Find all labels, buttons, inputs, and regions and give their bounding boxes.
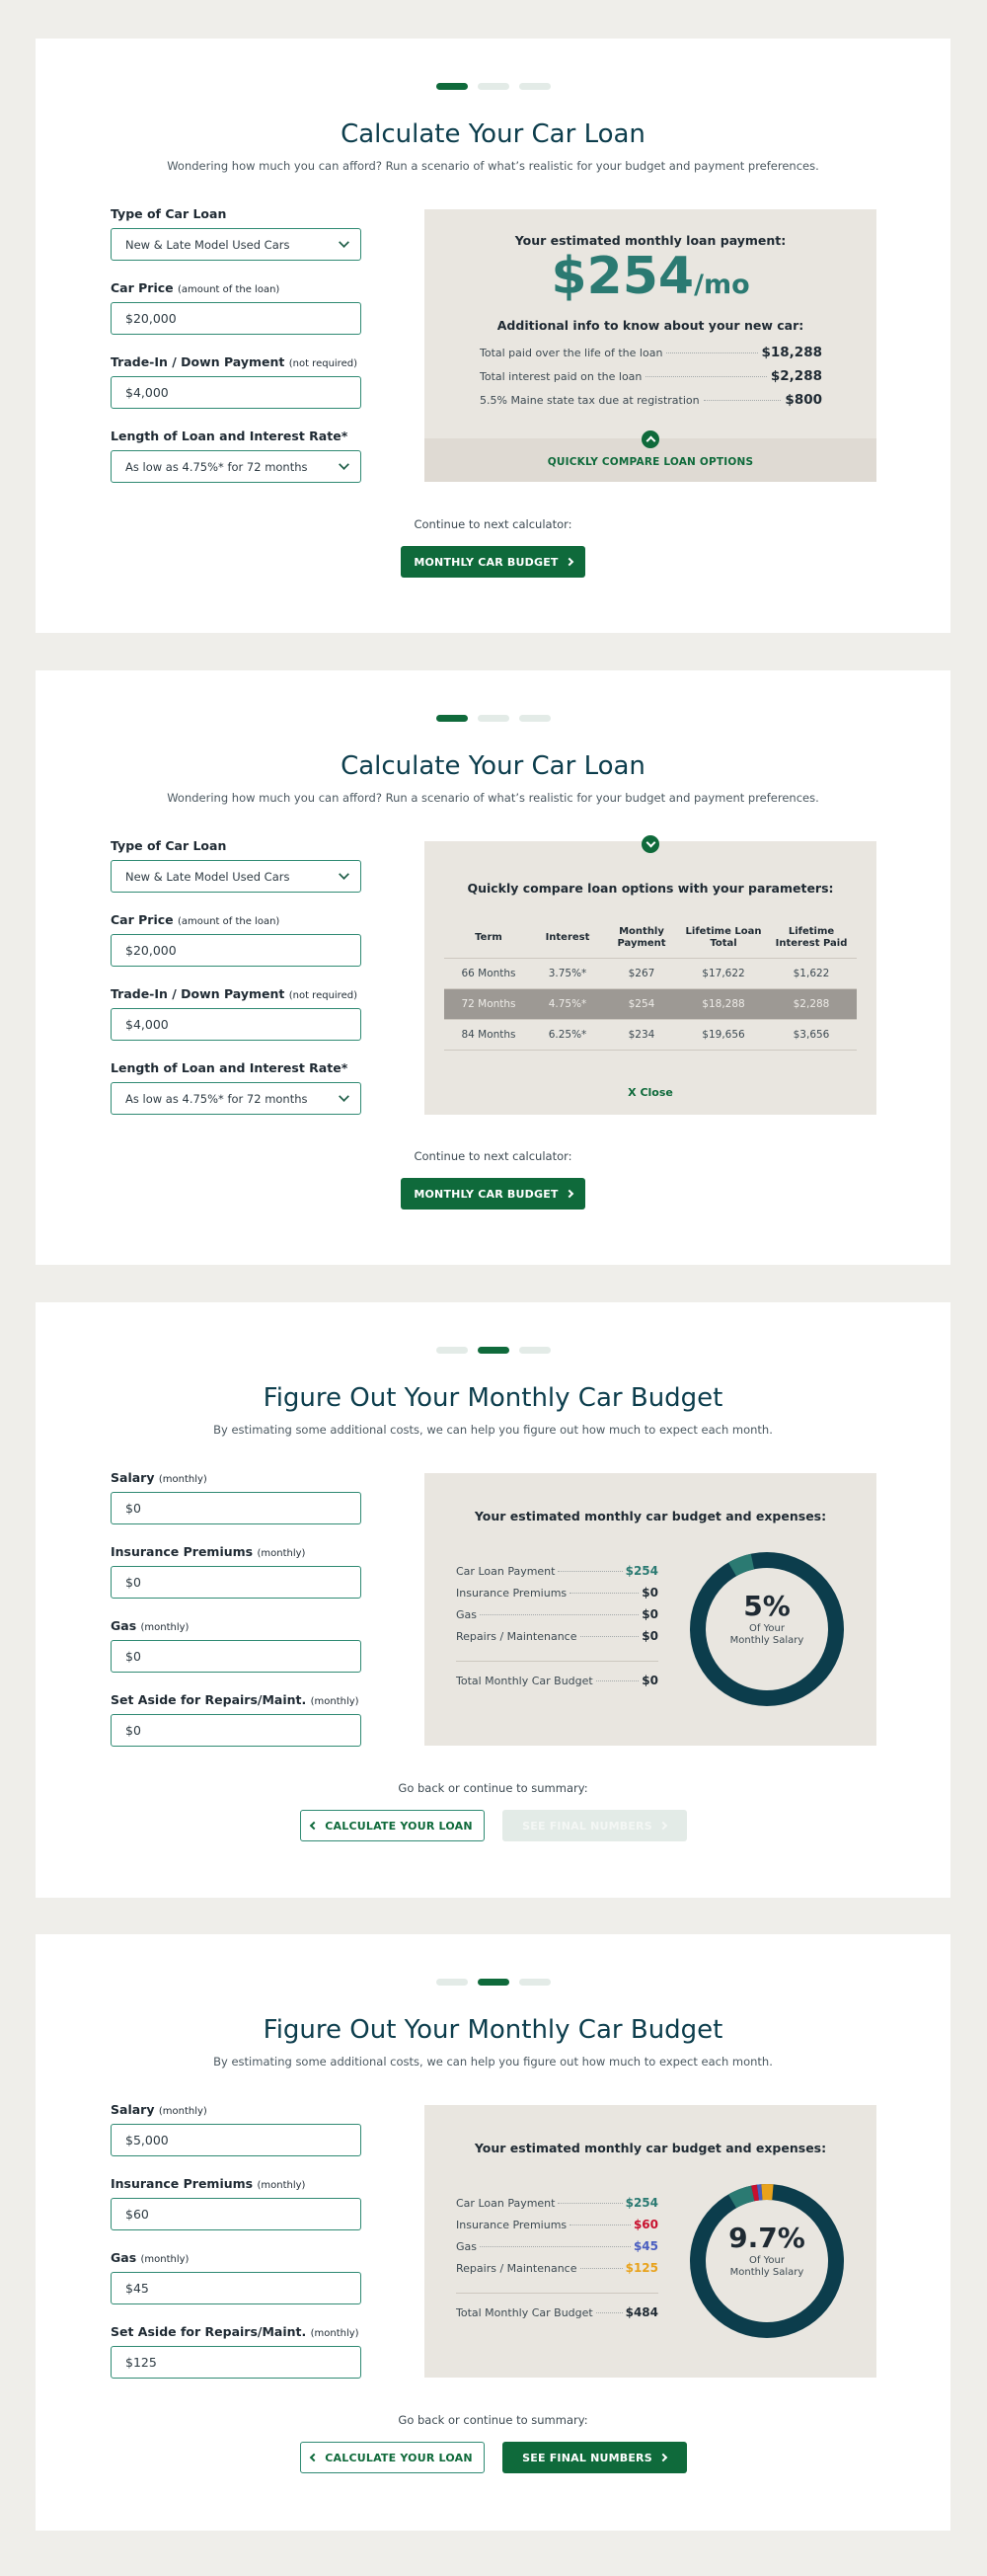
salary-label: Salary (monthly) xyxy=(111,1470,207,1485)
salary-percent: 9.7% xyxy=(728,2222,805,2254)
repairs-input[interactable]: $125 xyxy=(111,2346,361,2379)
trade-in-label: Trade-In / Down Payment (not required) xyxy=(111,354,357,369)
budget-list xyxy=(456,2196,658,2327)
nav-text: Go back or continue to summary: xyxy=(398,2413,588,2427)
compare-loan-options-link[interactable]: QUICKLY COMPARE LOAN OPTIONS xyxy=(547,456,754,468)
repairs-label: Set Aside for Repairs/Maint. (monthly) xyxy=(111,2324,359,2339)
salary-input[interactable]: $5,000 xyxy=(111,2124,361,2156)
chevron-right-icon xyxy=(565,558,572,566)
repairs-input[interactable]: $0 xyxy=(111,1714,361,1747)
list-item: Car Loan Payment $254 xyxy=(456,1564,658,1578)
continue-text: Continue to next calculator: xyxy=(414,1149,572,1163)
list-item: Car Loan Payment $254 xyxy=(456,2196,658,2210)
step-1-dot xyxy=(436,83,468,90)
gas-input[interactable]: $45 xyxy=(111,2272,361,2304)
page-subtitle: Wondering how much you can afford? Run a scenario of what’s realistic for your budget and payment preferences. xyxy=(167,791,819,805)
calculate-loan-button[interactable]: CALCULATE YOUR LOAN xyxy=(300,2442,485,2473)
chevron-left-icon xyxy=(310,1822,318,1830)
chevron-down-icon xyxy=(339,869,349,880)
info-label: Additional info to know about your new car: xyxy=(496,318,804,333)
page-title: Figure Out Your Monthly Car Budget xyxy=(263,2015,723,2045)
chevron-down-icon[interactable] xyxy=(642,835,659,853)
loan-length-select[interactable] xyxy=(111,450,361,483)
car-price-input[interactable]: $20,000 xyxy=(111,934,361,967)
list-item: Gas $0 xyxy=(456,1607,658,1621)
loan-type-label: Type of Car Loan xyxy=(111,206,227,221)
list-item: Gas $45 xyxy=(456,2239,658,2253)
loan-calculator-card xyxy=(36,39,950,633)
loan-compare-card xyxy=(36,670,950,1265)
loan-form xyxy=(111,206,363,503)
car-price-input[interactable]: $20,000 xyxy=(111,302,361,335)
chevron-down-icon xyxy=(339,237,349,248)
info-row: Total paid over the life of the loan $18,288 xyxy=(480,345,822,360)
chevron-down-icon xyxy=(339,1091,349,1102)
step-2-dot xyxy=(478,715,509,722)
page-subtitle: By estimating some additional costs, we can help you figure out how much to expect each month. xyxy=(213,1423,773,1437)
page-subtitle: By estimating some additional costs, we can help you figure out how much to expect each month. xyxy=(213,2055,773,2069)
page-subtitle: Wondering how much you can afford? Run a scenario of what’s realistic for your budget and payment preferences. xyxy=(167,159,819,173)
loan-length-value: As low as 4.75%* for 72 months xyxy=(125,460,308,474)
budget-panel-title: Your estimated monthly car budget and expenses: xyxy=(474,2141,827,2155)
list-item: Insurance Premiums $0 xyxy=(456,1586,658,1600)
compare-panel xyxy=(424,841,876,1115)
info-row: 5.5% Maine state tax due at registration $800 xyxy=(480,392,822,408)
chevron-right-icon xyxy=(565,1190,572,1198)
loan-type-value: New & Late Model Used Cars xyxy=(125,870,290,884)
gas-input[interactable]: $0 xyxy=(111,1640,361,1673)
insurance-input[interactable]: $60 xyxy=(111,2198,361,2230)
salary-percent-caption: Of Your Monthly Salary xyxy=(729,2255,804,2278)
loan-type-select[interactable] xyxy=(111,860,361,893)
step-3-dot xyxy=(519,1979,551,1986)
insurance-label: Insurance Premiums (monthly) xyxy=(111,1544,306,1559)
chevron-right-icon xyxy=(659,2454,667,2461)
trade-in-input[interactable]: $4,000 xyxy=(111,1008,361,1041)
list-item: Repairs / Maintenance $125 xyxy=(456,2261,658,2275)
chevron-right-icon xyxy=(659,1822,667,1830)
compare-table xyxy=(444,918,857,1051)
budget-panel xyxy=(424,2105,876,2378)
step-indicator xyxy=(36,715,950,722)
car-price-label: Car Price (amount of the loan) xyxy=(111,912,280,927)
total-row: Total Monthly Car Budget $484 xyxy=(456,2305,658,2319)
step-3-dot xyxy=(519,1347,551,1354)
trade-in-label: Trade-In / Down Payment (not required) xyxy=(111,986,357,1001)
step-indicator xyxy=(36,83,950,90)
step-3-dot xyxy=(519,83,551,90)
loan-type-value: New & Late Model Used Cars xyxy=(125,238,290,252)
gas-label: Gas (monthly) xyxy=(111,2250,190,2265)
close-link[interactable]: X Close xyxy=(628,1086,673,1099)
budget-form xyxy=(111,1470,363,1766)
salary-input[interactable]: $0 xyxy=(111,1492,361,1524)
loan-length-label: Length of Loan and Interest Rate* xyxy=(111,1060,348,1075)
loan-form xyxy=(111,838,363,1134)
nav-text: Go back or continue to summary: xyxy=(398,1781,588,1795)
list-item: Repairs / Maintenance $0 xyxy=(456,1629,658,1643)
gas-label: Gas (monthly) xyxy=(111,1618,190,1633)
step-1-dot xyxy=(436,1979,468,1986)
column-header: Monthly Payment xyxy=(617,925,666,949)
budget-card-empty xyxy=(36,1302,950,1898)
total-row: Total Monthly Car Budget $0 xyxy=(456,1674,658,1687)
info-row: Total interest paid on the loan $2,288 xyxy=(480,368,822,384)
column-header: Interest xyxy=(545,931,590,943)
budget-form xyxy=(111,2102,363,2398)
step-2-dot xyxy=(478,83,509,90)
salary-percent-caption: Of Your Monthly Salary xyxy=(729,1623,804,1646)
table-row[interactable]: 66 Months 3.75%* $267 $17,622 $1,622 xyxy=(444,958,857,988)
see-final-numbers-button[interactable]: SEE FINAL NUMBERS xyxy=(502,1810,687,1841)
budget-panel-title: Your estimated monthly car budget and expenses: xyxy=(474,1509,827,1523)
insurance-input[interactable]: $0 xyxy=(111,1566,361,1599)
step-indicator xyxy=(36,1347,950,1354)
page-title: Calculate Your Car Loan xyxy=(341,751,645,781)
loan-length-value: As low as 4.75%* for 72 months xyxy=(125,1092,308,1106)
step-1-dot xyxy=(436,715,468,722)
chevron-left-icon xyxy=(310,2454,318,2461)
repairs-label: Set Aside for Repairs/Maint. (monthly) xyxy=(111,1692,359,1707)
budget-panel xyxy=(424,1473,876,1746)
insurance-label: Insurance Premiums (monthly) xyxy=(111,2176,306,2191)
loan-type-select[interactable] xyxy=(111,228,361,261)
list-item: Insurance Premiums $60 xyxy=(456,2218,658,2231)
table-header-row xyxy=(444,918,857,958)
loan-length-label: Length of Loan and Interest Rate* xyxy=(111,429,348,443)
table-row[interactable]: 84 Months 6.25%* $234 $19,656 $3,656 xyxy=(444,1019,857,1050)
column-header: Term xyxy=(475,931,502,943)
step-2-dot xyxy=(478,1347,509,1354)
column-header: Lifetime Interest Paid xyxy=(775,925,848,949)
budget-list xyxy=(456,1564,658,1695)
car-price-label: Car Price (amount of the loan) xyxy=(111,280,280,295)
estimate-label: Your estimated monthly loan payment: xyxy=(514,233,787,248)
loan-length-select[interactable] xyxy=(111,1082,361,1115)
salary-percent: 5% xyxy=(743,1590,791,1622)
monthly-budget-button[interactable]: MONTHLY CAR BUDGET xyxy=(401,1178,585,1210)
see-final-numbers-button[interactable]: SEE FINAL NUMBERS xyxy=(502,2442,687,2473)
estimate-panel xyxy=(424,209,876,482)
info-list xyxy=(480,345,822,416)
continue-text: Continue to next calculator: xyxy=(414,517,572,531)
step-1-dot xyxy=(436,1347,468,1354)
step-2-dot xyxy=(478,1979,509,1986)
column-header: Lifetime Loan Total xyxy=(685,925,762,949)
salary-label: Salary (monthly) xyxy=(111,2102,207,2117)
chevron-down-icon xyxy=(339,459,349,470)
loan-type-label: Type of Car Loan xyxy=(111,838,227,853)
budget-card-filled xyxy=(36,1934,950,2531)
step-3-dot xyxy=(519,715,551,722)
page-title: Calculate Your Car Loan xyxy=(341,119,645,149)
calculate-loan-button[interactable]: CALCULATE YOUR LOAN xyxy=(300,1810,485,1841)
chevron-up-icon[interactable] xyxy=(642,430,659,448)
step-indicator xyxy=(36,1979,950,1986)
trade-in-input[interactable]: $4,000 xyxy=(111,376,361,409)
monthly-payment: $254/mo xyxy=(551,247,750,306)
table-row-selected[interactable]: 72 Months 4.75%* $254 $18,288 $2,288 xyxy=(444,988,857,1019)
page-title: Figure Out Your Monthly Car Budget xyxy=(263,1383,723,1413)
compare-title: Quickly compare loan options with your parameters: xyxy=(467,881,834,896)
monthly-budget-button[interactable]: MONTHLY CAR BUDGET xyxy=(401,546,585,578)
